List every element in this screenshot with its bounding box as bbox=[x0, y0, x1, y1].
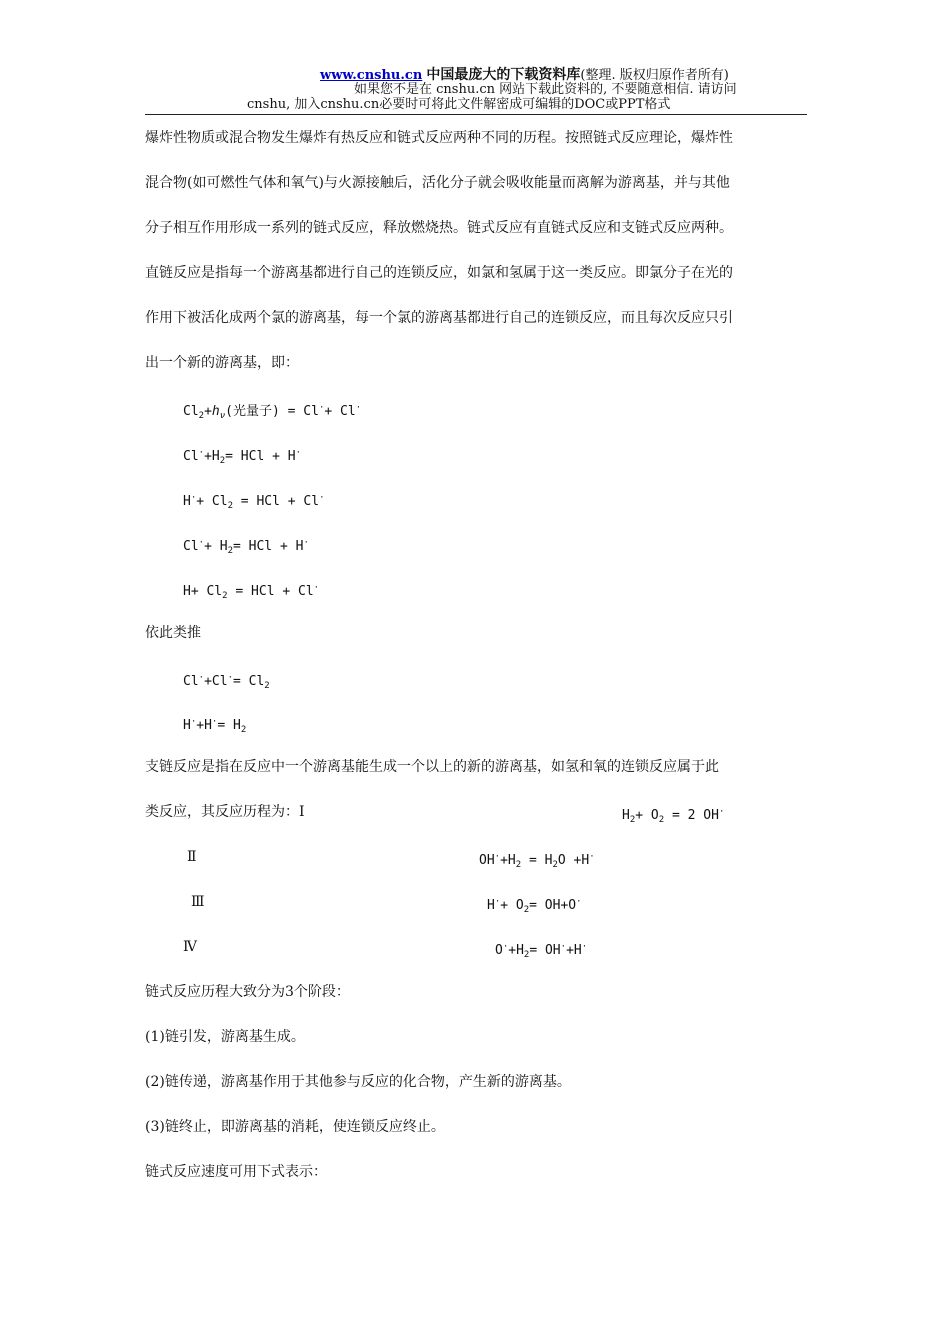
stage-item: (1)链引发，游离基生成。 bbox=[145, 1029, 305, 1045]
header-line-2: 如果您不是在 cnshu.cn 网站下载此资料的, 不要随意相信. 请访问 bbox=[354, 82, 737, 97]
equation-4: $Cl^\cdot+ H_2=$ HCl + H· bbox=[183, 538, 309, 556]
paragraph-line: 作用下被活化成两个氯的游离基，每一个氯的游离基都进行自己的连锁反应，而且每次反应只引 bbox=[145, 310, 733, 326]
header-line-3: cnshu, 加入cnshu.cn必要时可将此文件解密成可编辑的DOC或PPT格式 bbox=[247, 97, 671, 112]
stages-intro: 链式反应历程大致分为3个阶段： bbox=[145, 984, 350, 1000]
analogy-text: 依此类推 bbox=[145, 625, 201, 641]
reaction-step-3: $H^\cdot+ O_2= OH+O^\cdot$ bbox=[487, 897, 582, 915]
paragraph-line: 分子相互作用形成一系列的链式反应，释放燃烧热。链式反应有直链式反应和支链式反应两种。 bbox=[145, 220, 733, 236]
reaction-step-1: $H_2+ O_2 = 2$ OH· bbox=[622, 807, 725, 825]
paragraph-line: 支链反应是指在反应中一个游离基能生成一个以上的新的游离基，如氢和氧的连锁反应属于此 bbox=[145, 759, 719, 775]
equation-2: $Cl^\cdot+H_2=$ HCl + H· bbox=[183, 448, 302, 466]
step-label-3: Ⅲ bbox=[191, 894, 205, 910]
paragraph-line: 直链反应是指每一个游离基都进行自己的连锁反应，如氯和氢属于这一类反应。即氯分子在光的 bbox=[145, 265, 733, 281]
reaction-step-4: $O^\cdot+H_2= OH^\cdot+H^\cdot$ bbox=[495, 942, 588, 960]
site-link[interactable]: www.cnshu.cn bbox=[320, 68, 423, 83]
equation-3: $H^\cdot+ Cl_2$ = HCl + Cl· bbox=[183, 493, 325, 511]
paragraph-line: 爆炸性物质或混合物发生爆炸有热反应和链式反应两种不同的历程。按照链式反应理论，爆炸性 bbox=[145, 130, 733, 146]
step-label-2: Ⅱ bbox=[187, 849, 197, 865]
equation-7: $H^\cdot+H^\cdot= H_2$ bbox=[183, 717, 247, 735]
stage-item: (2)链传递，游离基作用于其他参与反应的化合物，产生新的游离基。 bbox=[145, 1074, 571, 1090]
equation-6: $Cl^\cdot+Cl^\cdot= Cl_2$ bbox=[183, 673, 270, 691]
rate-intro: 链式反应速度可用下式表示： bbox=[145, 1164, 327, 1180]
paragraph-line: 出一个新的游离基，即： bbox=[145, 355, 299, 371]
equation-5: $H+ Cl_2$ = HCl + Cl· bbox=[183, 583, 320, 601]
header-line-1 bbox=[320, 68, 950, 83]
reaction-step-2: $OH^\cdot+H_2 = H_2O +H^\cdot$ bbox=[479, 852, 595, 870]
stage-item: (3)链终止，即游离基的消耗，使连锁反应终止。 bbox=[145, 1119, 445, 1135]
step-label-4: Ⅳ bbox=[183, 939, 197, 955]
paragraph-line: 类反应，其反应历程为：Ⅰ bbox=[145, 804, 305, 820]
header-divider bbox=[145, 114, 807, 115]
site-slogan: 中国最庞大的下载资料库 bbox=[426, 67, 581, 83]
rights-note: (整理. 版权归原作者所有) bbox=[580, 68, 729, 83]
equation-1: $Cl_2+h_\nu$(光量子) = Cl·+ Cl· bbox=[183, 403, 362, 421]
paragraph-line: 混合物(如可燃性气体和氧气)与火源接触后，活化分子就会吸收能量而离解为游离基，并与其他 bbox=[145, 175, 730, 191]
